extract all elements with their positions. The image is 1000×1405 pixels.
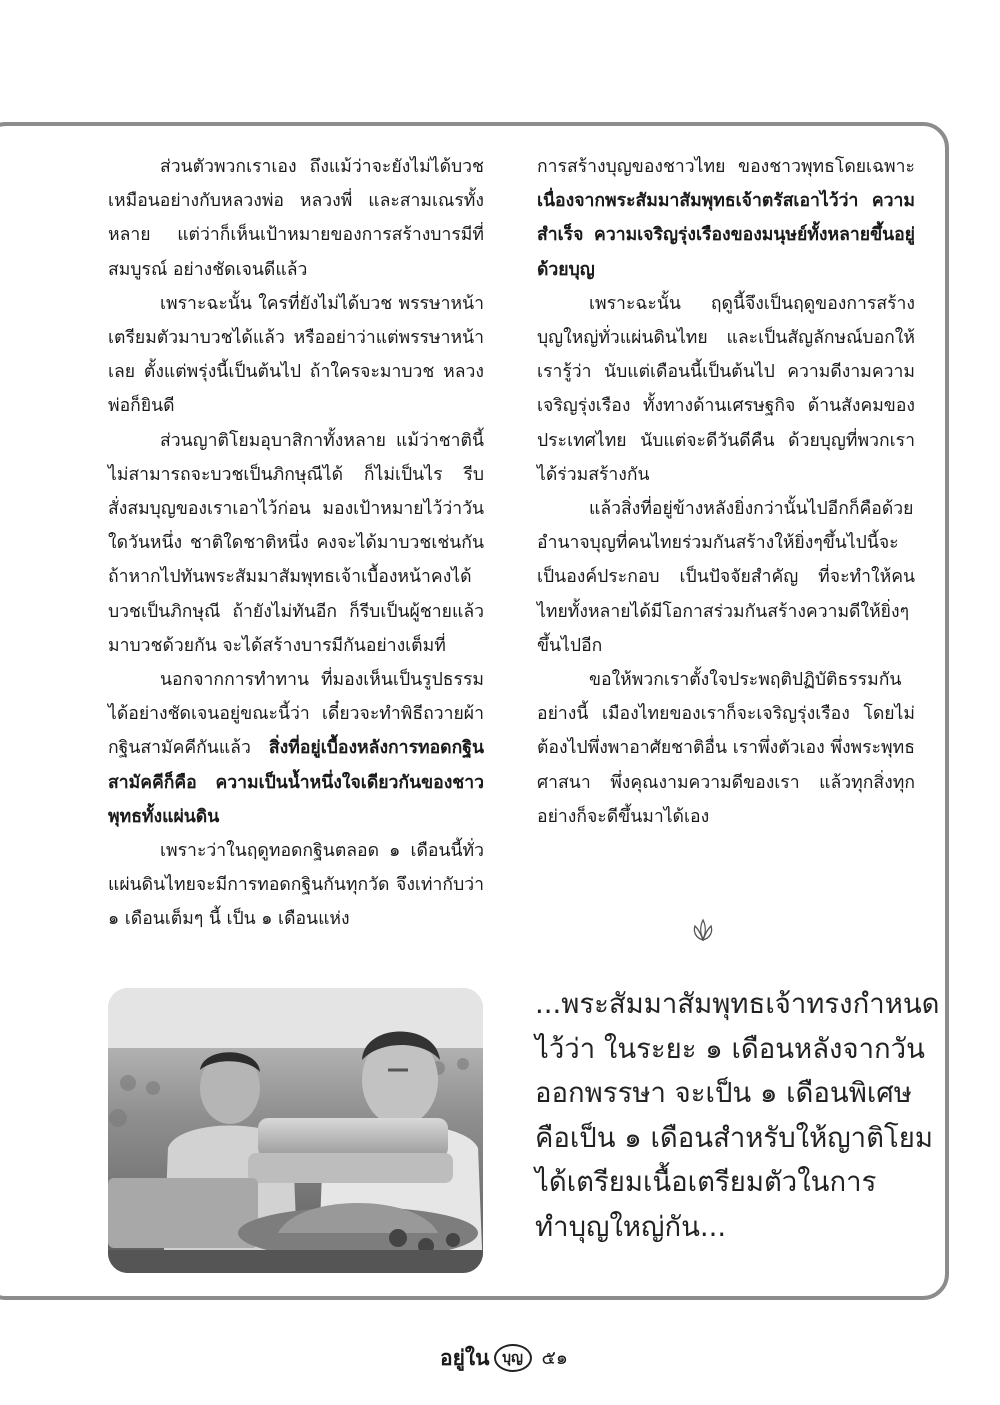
paragraph: [108, 150, 484, 287]
lotus-ornament-icon: [690, 918, 716, 942]
paragraph: [108, 834, 484, 937]
quote-line: ...พระสัมมาสัมพุทธเจ้าทรงกำหนด: [535, 988, 940, 1020]
quote-line: ไว้ว่า ในระยะ ๑ เดือนหลังจากวัน: [535, 1032, 925, 1065]
body-text: ขอให้พวกเราตั้งใจประพฤติปฏิบัติธรรมกันอย่างนี้ เมืองไทยของเราก็จะเจริญรุ่งเรือง โดยไม่ต้องไปพึ่งพาอาศัยชาติอื่น เราพึ่งตัวเอง พึ่งพระพุทธศาสนา พึ่งคุณงามความดีของเรา แล้วทุกสิ่งทุกอย่างก็จะดีขึ้นมาได้เอง: [537, 670, 915, 827]
magazine-badge: บุญ: [494, 1344, 532, 1372]
page-number: ๕๑: [541, 1347, 568, 1369]
quote-line: ออกพรรษา จะเป็น ๑ เดือนพิเศษ: [535, 1077, 912, 1109]
body-text: เพราะว่าในฤดูทอดกฐินตลอด ๑ เดือนนี้ทั่วแผ่นดินไทยจะมีการทอดกฐินกันทุกวัด จึงเท่ากับว่า ๑ เดือนเต็มๆ นี้ เป็น ๑ เดือนแห่ง: [108, 841, 484, 930]
paragraph: [537, 287, 915, 492]
quote-line: คือเป็น ๑ เดือนสำหรับให้ญาติโยม: [535, 1121, 933, 1154]
body-text: ส่วนญาติโยมอุบาสิกาทั้งหลาย แม้ว่าชาตินี้ไม่สามารถจะบวชเป็นภิกษุณีได้ ก็ไม่เป็นไร รีบสั่งสมบุญของเราเอาไว้ก่อน มองเป้าหมายไว้ว่าวันใดวันหนึ่ง ชาติใดชาติหนึ่ง คงจะได้มาบวชเช่นกันถ้าหากไปทันพระสัมมาสัมพุทธเจ้าเบื้องหน้าคงได้บวชเป็นภิกษุณี ถ้ายังไม่ทันอีก ก็รีบเป็นผู้ชายแล้วมาบวชด้วยกัน จะได้สร้างบารมีกันอย่างเต็มที่: [108, 430, 484, 656]
body-text: การสร้างบุญของชาวไทย ของชาวพุทธโดยเฉพาะ: [537, 157, 915, 177]
paragraph: [108, 287, 484, 424]
quote-line: ได้เตรียมเนื้อเตรียมตัวในการ: [535, 1166, 877, 1198]
left-column: [108, 150, 484, 937]
body-text: เพราะฉะนั้น ฤดูนี้จึงเป็นฤดูของการสร้างบุญใหญ่ทั่วแผ่นดินไทย และเป็นสัญลักษณ์บอกให้เรารู้ว่า นับแต่เดือนนี้เป็นต้นไป ความดีงามความเจริญรุ่งเรือง ทั้งทางด้านเศรษฐกิจ ด้านสังคมของประเทศไทย นับแต่จะดีวันดีคืน ด้วยบุญที่พวกเราได้ร่วมสร้างกัน: [537, 293, 915, 485]
pull-quote: [535, 982, 940, 1249]
paragraph: [108, 663, 484, 834]
emphasis-text: สิ่งที่อยู่เบื้องหลังการทอดกฐินสามัคคีก็คือ ความเป็นน้ำหนึ่งใจเดียวกันของชาวพุทธทั้งแผ่นดิน: [108, 738, 484, 827]
paragraph: [537, 663, 915, 834]
body-text: ส่วนตัวพวกเราเอง ถึงแม้ว่าจะยังไม่ได้บวชเหมือนอย่างกับหลวงพ่อ หลวงพี่ และสามเณรทั้งหลาย แต่ว่าก็เห็นเป้าหมายของการสร้างบารมีที่สมบูรณ์ อย่างชัดเจนดีแล้ว: [108, 157, 484, 280]
page-footer: [440, 1340, 600, 1376]
quote-line: ทำบุญใหญ่กัน...: [535, 1210, 727, 1243]
paragraph: [108, 424, 484, 663]
emphasis-text: เนื่องจากพระสัมมาสัมพุทธเจ้าตรัสเอาไว้ว่า ความสำเร็จ ความเจริญรุ่งเรืองของมนุษย์ทั้งหลายขึ้นอยู่ด้วยบุญ: [537, 191, 915, 280]
paragraph: [537, 492, 915, 663]
paragraph: [537, 150, 915, 287]
ceremony-photo: [108, 988, 483, 1273]
body-text: แล้วสิ่งที่อยู่ข้างหลังยิ่งกว่านั้นไปอีกก็คือด้วยอำนาจบุญที่คนไทยร่วมกันสร้างให้ยิ่งๆขึ้นไปนี้จะเป็นองค์ประกอบ เป็นปัจจัยสำคัญ ที่จะทำให้คนไทยทั้งหลายได้มีโอกาสร่วมกันสร้างความดีให้ยิ่งๆ ขึ้นไปอีก: [537, 499, 915, 656]
body-text: นอกจากการทำทาน ที่มองเห็นเป็นรูปธรรมได้อย่างชัดเจนอยู่ขณะนี้ว่า เดี๋ยวจะทำพิธีถวายผ้ากฐินสามัคคีกันแล้ว: [108, 670, 484, 759]
magazine-name: อยู่ใน: [440, 1344, 490, 1370]
right-column: [537, 150, 915, 834]
body-text: เพราะฉะนั้น ใครที่ยังไม่ได้บวช พรรษาหน้าเตรียมตัวมาบวชได้แล้ว หรืออย่าว่าแต่พรรษาหน้าเลย ตั้งแต่พรุ่งนี้เป็นต้นไป ถ้าใครจะมาบวช หลวงพ่อก็ยินดี: [108, 293, 484, 417]
